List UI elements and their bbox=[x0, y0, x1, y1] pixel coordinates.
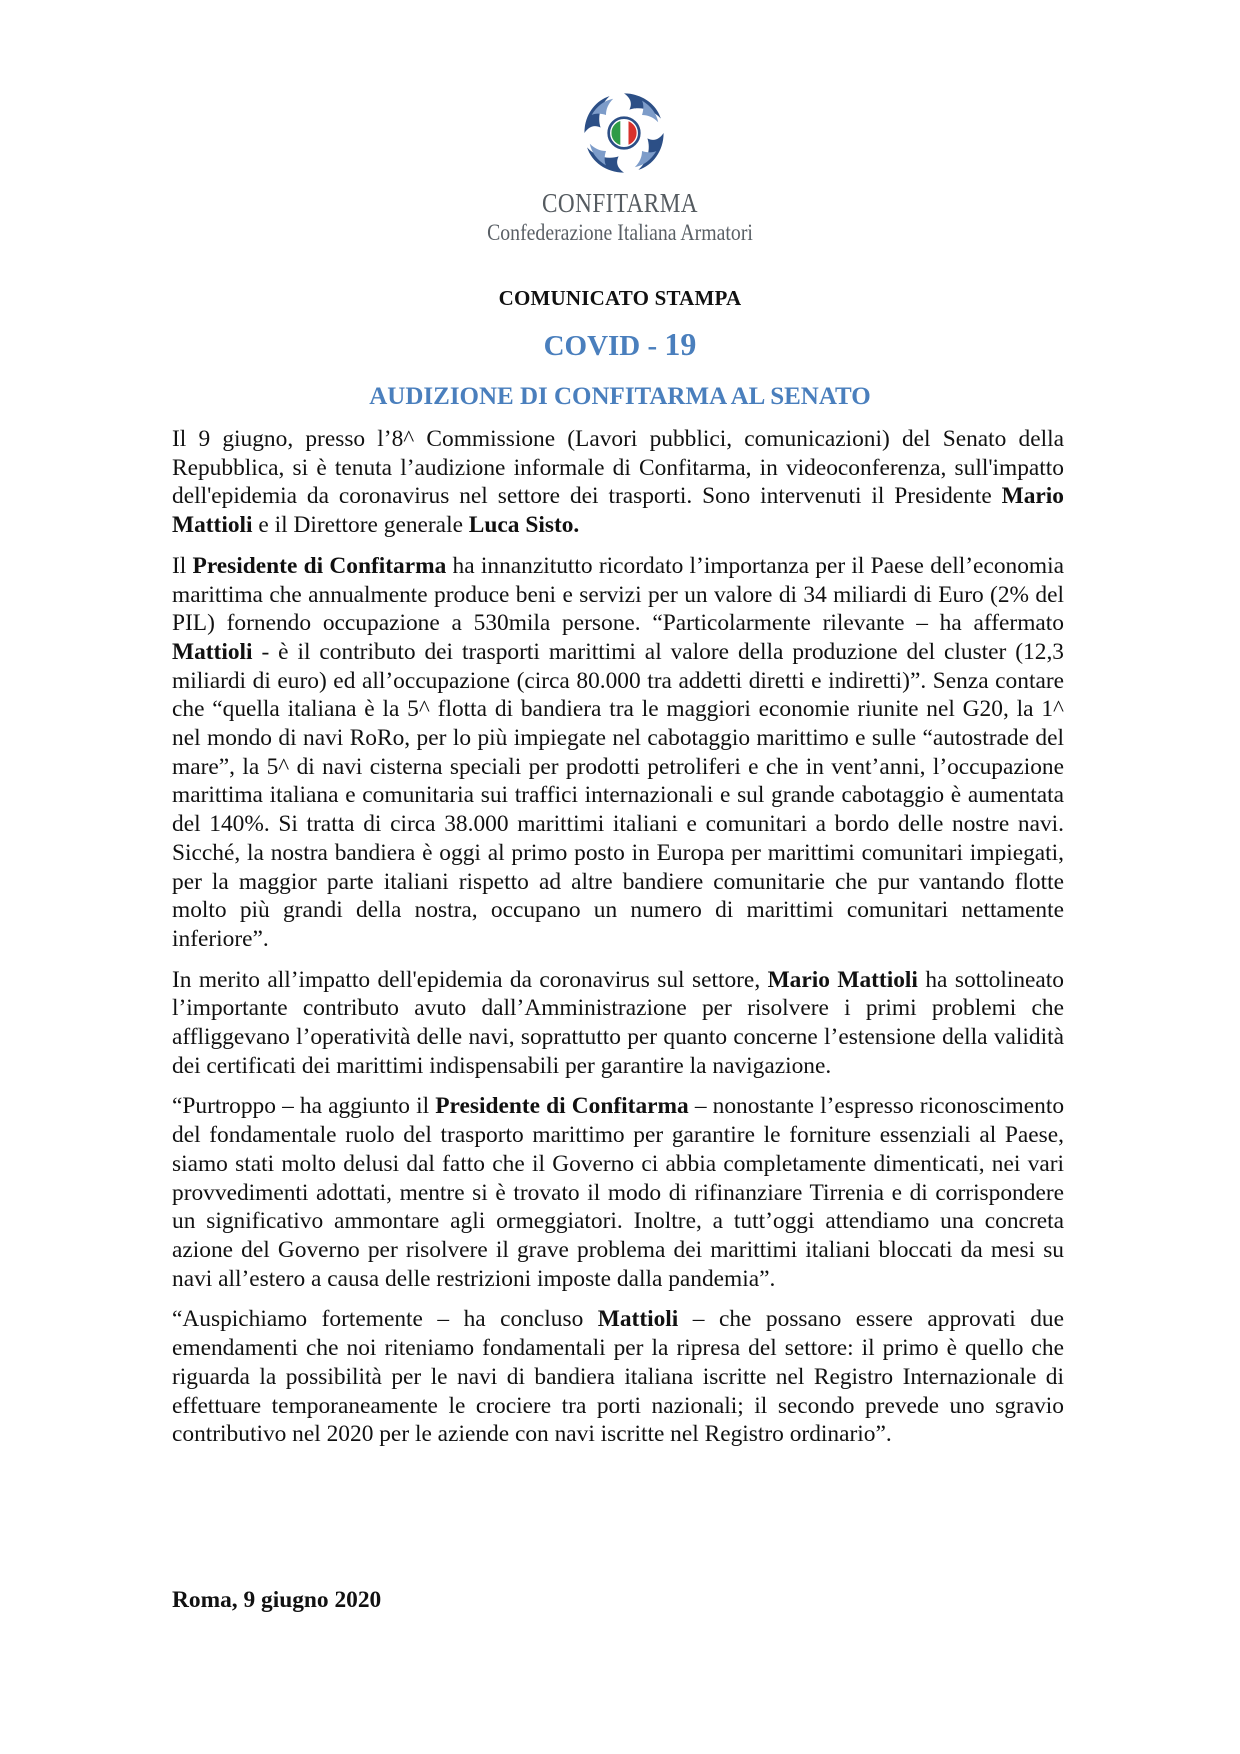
topic-number: 19 bbox=[664, 326, 697, 362]
p4-text-2: – nonostante l’espresso riconoscimento del fondamentale ruolo del trasporto marittimo per garantire le forniture essenziali al Paese, siamo stati molto delusi dal fatto che il Governo ci abbia completamente dimenticati, nei vari provvedimenti adottati, mentre si è trovato il modo di rifinanziare Tirrenia e di corrispondere un significativo ammontare agli ormeggiatori. Inoltre, a tutt’oggi attendiamo una concreta azione del Governo per risolvere il grave problema dei marittimi italiani bloccati da mesi su navi all’estero a causa delle restrizioni imposte dalla pandemia”. bbox=[172, 1093, 1065, 1292]
p1-bold-2: Luca Sisto. bbox=[468, 512, 580, 539]
letterhead bbox=[0, 84, 1240, 254]
org-name: CONFITARMA bbox=[542, 188, 698, 218]
p5-text-2: – che possano essere approvati due emendamenti che noi riteniamo fondamentali per la ripresa del settore: il primo è quello che riguarda la possibilità per le navi di bandiera italiana iscritte nel Registro Internazionale di effettuare temporaneamente le crociere tra porti nazionali; il secondo prevede uno sgravio contributivo nel 2020 per le aziende con navi iscritte nel Registro ordinario”. bbox=[172, 1306, 1064, 1448]
p2-bold-2: Mattioli bbox=[172, 638, 253, 665]
p2-bold-1: Presidente di Confitarma bbox=[192, 552, 447, 579]
p2-text-0: Il bbox=[172, 552, 193, 579]
document-kicker: COMUNICATO STAMPA bbox=[498, 286, 742, 310]
p1-text-2: e il Direttore generale bbox=[252, 512, 469, 539]
p4-text-1: “Purtroppo – ha aggiunto il bbox=[172, 1093, 436, 1120]
topic-heading bbox=[0, 326, 1240, 363]
p1-bold-1: Mario Mattioli bbox=[172, 483, 1064, 539]
p5-bold-1: Mattioli bbox=[597, 1306, 679, 1333]
paragraph-5 bbox=[172, 1305, 1064, 1449]
p5-text-1: “Auspichiamo fortemente – ha concluso bbox=[172, 1306, 598, 1333]
p4-bold-1: Presidente di Confitarma bbox=[435, 1093, 689, 1120]
signoff-place-date: Roma, 9 giugno 2020 bbox=[172, 1587, 382, 1613]
paragraph-3 bbox=[172, 966, 1064, 1081]
headline: AUDIZIONE DI CONFITARMA AL SENATO bbox=[369, 383, 871, 410]
p2-text-1: ha innanzitutto ricordato l’importanza per il Paese dell’economia marittima che annualmente produce beni e servizi per un valore di 34 miliardi di Euro (2% del PIL) fornendo occupazione a 530mila persone. “Particolarmente rilevante – ha affermato bbox=[172, 552, 1064, 637]
p3-bold-1: Mario Mattioli bbox=[767, 966, 918, 993]
p3-text-2: ha sottolineato l’importante contributo avuto dall’Amministrazione per risolvere i primi problemi che affliggevano l’operatività delle navi, soprattutto per quanto concerne l’estensione della validità dei certificati dei marittimi indispensabili per garantire la navigazione. bbox=[172, 966, 1064, 1079]
paragraph-4 bbox=[172, 1092, 1064, 1293]
p2-text-2: - è il contributo dei trasporti marittimi al valore della produzione del cluster (12,3 miliardi di euro) ed all’occupazione (circa 80.000 tra addetti diretti e indiretti)”. Senza contare che “quella italiana è la 5^ flotta di bandiera tra le maggiori economie riunite nel G20, la 1^ nel mondo di navi RoRo, per lo più impiegate nel cabotaggio marittimo e sulle “autostrade del mare”, la 5^ di navi cisterna speciali per prodotti petroliferi e che in vent’anni, l’occupazione marittima italiana e comunitaria sui traffici internazionali e sul grande cabotaggio è aumentata del 140%. Si tratta di circa 38.000 marittimi italiani e comunitari a bordo delle nostre navi. Sicché, la nostra bandiera è oggi al primo posto in Europa per marittimi comunitari impiegati, per la maggior parte italiani rispetto ad altre bandiere comunitarie che pur vantando flotte molto più grandi della nostra, occupano un numero di marittimi comunitari nettamente inferiore”. bbox=[172, 638, 1064, 952]
topic-prefix: COVID - bbox=[543, 330, 665, 362]
press-release-body bbox=[172, 425, 1064, 1461]
org-full-name: Confederazione Italiana Armatori bbox=[487, 220, 753, 245]
p1-text-1: Il 9 giugno, presso l’8^ Commissione (Lavori pubblici, comunicazioni) del Senato della Repubblica, si è tenuta l’audizione informale di Confitarma, in videoconferenza, sull'impatto dell'epidemia da coronavirus nel settore dei trasporti. Sono intervenuti il Presidente bbox=[172, 426, 1064, 510]
p3-text-1: In merito all’impatto dell'epidemia da coronavirus sul settore, bbox=[172, 966, 768, 993]
confitarma-swirl-logo-icon bbox=[579, 88, 669, 178]
paragraph-2 bbox=[172, 552, 1064, 954]
paragraph-1 bbox=[172, 425, 1064, 540]
